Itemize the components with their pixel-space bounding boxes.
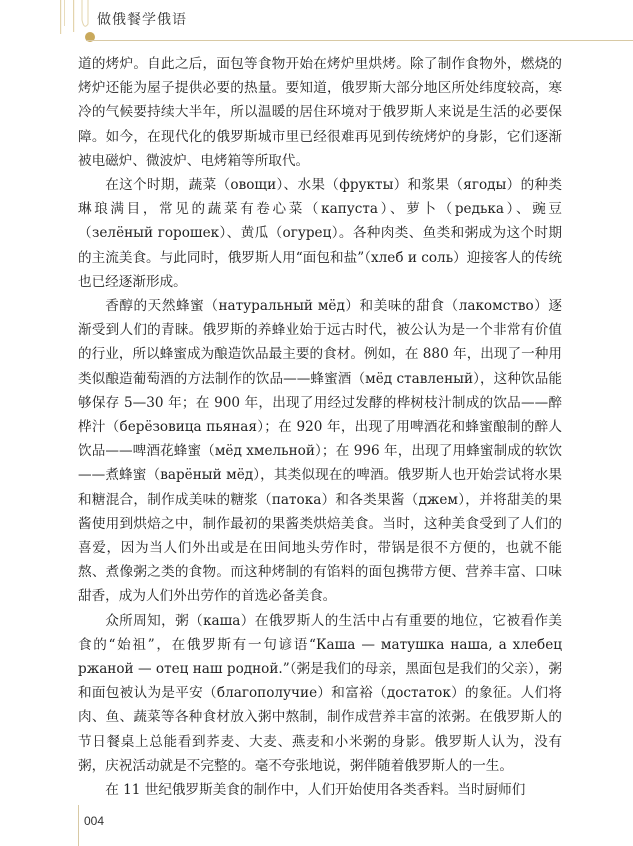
paragraph-5: 在 11 世纪俄罗斯美食的制作中，人们开始使用各类香料。当时厨师们 — [105, 782, 526, 799]
paragraph-3: 香醇的天然蜂蜜（натуральный мёд）和美味的甜食（лакомство）逐渐受到人们的青睐。俄罗斯的养蜂业始于远古时代，被公认为是一个非常有价值的行业，所以蜂蜜成为酿造饮品最主要的食材。例如，在 880 年，出现了一种用类似酿造葡萄酒的方法制作的饮品——蜂蜜酒（мёд ставленый），这种饮品能够保存 5—30 年；在 900 年，出现了用经过发酵的桦树枝汁制成的饮品——醉桦汁（берёзовица пьяная）；在 920 年，出现了用啤酒花和蜂蜜酿制的醉人饮品——啤酒花蜂蜜（мёд хмельной）；在 996 年，出现了用蜂蜜制成的软饮——煮蜂蜜（варёный мёд），其类似现在的啤酒。俄罗斯人也开始尝试将水果和糖混合，制作成美味的糖浆（патока）和各类果酱（джем），并将甜美的果酱使用到烘焙之中，制作最初的果酱类烘焙美食。当时，这种美食受到了人们的喜爱，因为当人们外出或是在田间地头劳作时，带锅是很不方便的，也就不能熬、煮像粥之类的食物。而这种烤制的有馅料的面包携带方便、营养丰富、口味甜香，成为人们外出劳作的首选必备美食。 — [78, 298, 562, 605]
paragraph-2: 在这个时期，蔬菜（овощи）、水果（фрукты）和浆果（ягоды）的种类琳琅满目，常见的蔬菜有卷心菜（капуста）、萝卜（редька）、豌豆（зелёный горошек）、黄瓜（огурец）。各种肉类、鱼类和粥成为这个时期的主流美食。与此同时，俄罗斯人用“面包和盐”（хлеб и соль）迎接客人的传统也已经逐渐形成。 — [78, 177, 562, 290]
book-title: 做俄餐学俄语 — [97, 12, 187, 28]
paragraph-1: 道的烤炉。自此之后，面包等食物开始在烤炉里烘烤。除了制作食物外，燃烧的烤炉还能为屋子提供必要的热量。要知道，俄罗斯大部分地区所处纬度较高，寒冷的气候要持续大半年，所以温暖的居住环境对于俄罗斯人来说是生活的必要保障。如今，在现代化的俄罗斯城市里已经很难再见到传统烤炉的身影，它们逐渐被电磁炉、微波炉、电烤箱等所取代。 — [78, 56, 562, 169]
paragraph-4: 众所周知，粥（каша）在俄罗斯人的生活中占有重要的地位，它被看作美食的“始祖”，在俄罗斯有一句谚语“Каша — матушка наша, а хлебец ржаной — отец наш родной.”（粥是我们的母亲，黑面包是我们的父亲），粥和面包被认为是平安（благополучие）和富裕（достаток）的象征。人们将肉、鱼、蔬菜等各种食材放入粥中熬制，制作成营养丰富的浓粥。在俄罗斯人的节日餐桌上总能看到荞麦、大麦、燕麦和小米粥的身影。俄罗斯人认为，没有粥，庆祝活动就是不完整的。毫不夸张地说，粥伴随着俄罗斯人的一生。 — [78, 612, 562, 774]
page-number: 004 — [84, 814, 105, 828]
header-divider — [86, 40, 633, 41]
page-header — [0, 0, 633, 50]
body-text — [78, 52, 562, 802]
footer-divider — [78, 805, 79, 846]
